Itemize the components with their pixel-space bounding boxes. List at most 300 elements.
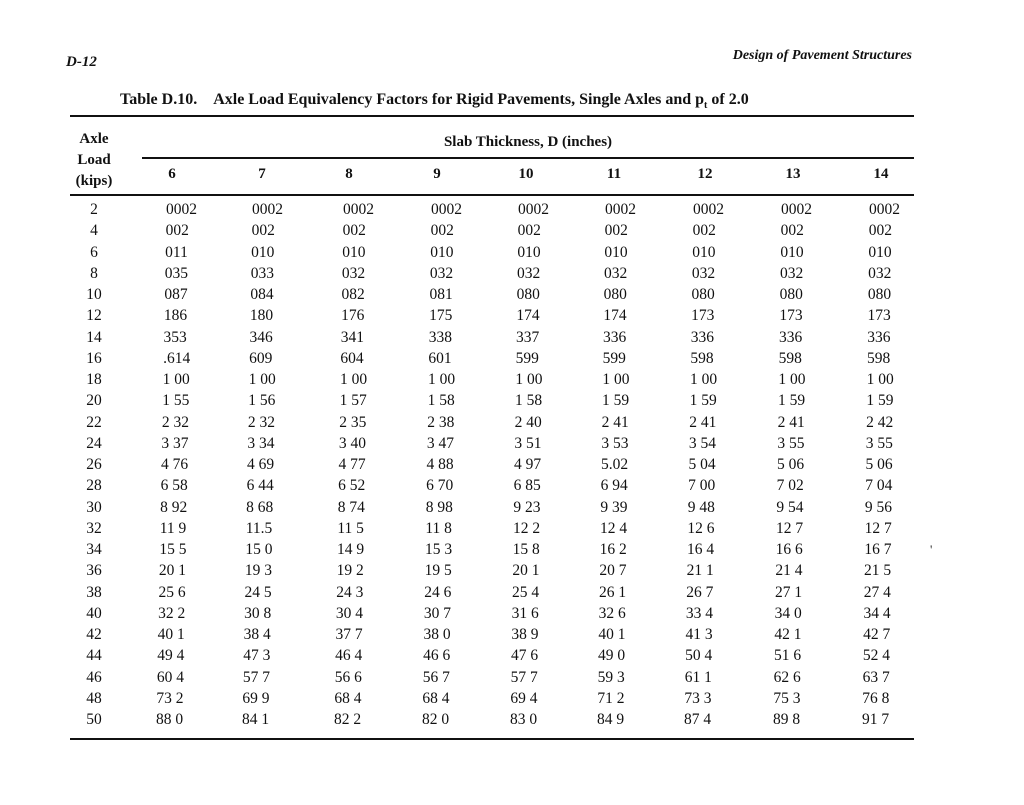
factor-cell: 353 (163, 328, 187, 346)
factor-cell: 173 (867, 307, 891, 325)
axle-load-cell: 10 (86, 286, 102, 303)
table-bottom-rule (70, 738, 914, 740)
factor-cell: 087 (164, 286, 188, 303)
factor-cell: 6 52 (338, 477, 366, 495)
axle-load-cell: 24 (86, 434, 102, 452)
factor-cell: 032 (604, 264, 628, 282)
factor-cell: 51 6 (774, 647, 802, 665)
factor-cell: 1 58 (427, 392, 455, 410)
factor-cell: 4 88 (426, 456, 454, 473)
factor-cell: 89 8 (773, 711, 801, 728)
factor-cell: 6 70 (426, 477, 454, 495)
factor-cell: 002 (342, 222, 366, 240)
factor-cell: 40 1 (157, 626, 185, 643)
factor-cell: 38 4 (243, 626, 271, 643)
factor-cell: 68 4 (334, 689, 362, 707)
factor-cell: 1 00 (428, 371, 456, 388)
table-row (0, 390, 1024, 411)
factor-cell: 63 7 (862, 668, 890, 686)
table-row (0, 348, 1024, 369)
factor-cell: 26 7 (686, 583, 714, 601)
axle-load-cell: 32 (86, 519, 102, 537)
factor-cell: 4 77 (338, 456, 366, 473)
factor-cell: 11.5 (245, 519, 273, 537)
factor-cell: 2 41 (777, 413, 805, 431)
factor-cell: 011 (165, 243, 188, 261)
factor-cell: 1 00 (162, 371, 190, 388)
factor-cell: 16 2 (599, 541, 627, 558)
factor-cell: 1 56 (248, 392, 276, 410)
factor-cell: 7 04 (865, 477, 893, 495)
factor-cell: 52 4 (862, 647, 890, 665)
axle-load-cell: 48 (86, 689, 102, 707)
axle-load-cell: 36 (86, 562, 102, 580)
factor-cell: 34 4 (863, 604, 891, 622)
table-row (0, 305, 1024, 326)
factor-cell: 080 (867, 286, 892, 303)
factor-cell: 21 5 (864, 562, 892, 580)
factor-cell: 3 55 (865, 434, 893, 452)
column-header-10: 10 (518, 166, 534, 182)
factor-cell: 27 4 (863, 583, 891, 601)
factor-cell: 27 1 (775, 583, 803, 601)
factor-cell: 002 (165, 222, 189, 240)
table-row (0, 242, 1024, 263)
factor-cell: 32 6 (598, 604, 626, 622)
factor-cell: 9 39 (600, 498, 628, 516)
column-header-12: 12 (697, 166, 713, 182)
factor-cell: 180 (249, 307, 274, 325)
factor-cell: 69 9 (242, 689, 270, 707)
factor-cell: 19 2 (336, 562, 364, 580)
factor-cell: 25 6 (158, 583, 186, 601)
factor-cell: 68 4 (422, 689, 450, 707)
factor-cell: 0002 (781, 201, 812, 218)
factor-cell: 8 92 (160, 498, 188, 516)
factor-cell: 010 (780, 243, 804, 261)
factor-cell: 599 (515, 349, 539, 367)
factor-cell: 8 68 (246, 498, 274, 516)
factor-cell: 010 (604, 243, 628, 261)
table-caption (120, 91, 749, 111)
factor-cell: 080 (779, 286, 803, 303)
factor-cell: 83 0 (510, 711, 538, 728)
factor-cell: 1 59 (866, 392, 894, 410)
table-number: Table D.10. (120, 91, 198, 108)
factor-cell: 081 (429, 286, 453, 303)
axle-load-cell: 20 (86, 392, 102, 410)
factor-cell: 4 97 (514, 456, 542, 473)
factor-cell: 62 6 (773, 668, 801, 686)
factor-cell: 032 (517, 264, 541, 282)
factor-cell: 2 40 (514, 413, 542, 431)
factor-cell: 8 74 (337, 498, 365, 516)
factor-cell: 75 3 (773, 689, 801, 707)
factor-cell: 035 (164, 264, 188, 282)
factor-cell: 0002 (693, 201, 724, 218)
factor-cell: 41 3 (685, 626, 713, 643)
title-end: of 2.0 (711, 91, 749, 108)
factor-cell: 73 3 (684, 689, 712, 707)
factor-cell: 5.02 (601, 456, 629, 473)
table-row (0, 518, 1024, 539)
table-row (0, 284, 1024, 305)
table-row (0, 603, 1024, 624)
table-row (0, 539, 1024, 560)
table-row (0, 667, 1024, 688)
factor-cell: 9 56 (864, 498, 893, 516)
factor-cell: 5 06 (777, 456, 805, 473)
factor-cell: 3 55 (777, 434, 805, 452)
factor-cell: 84 9 (597, 711, 625, 728)
factor-cell: 2 41 (689, 413, 717, 431)
factor-cell: 11 9 (159, 519, 187, 537)
factor-cell: 3 53 (601, 434, 629, 452)
axle-load-cell: 42 (86, 626, 102, 643)
table-row (0, 369, 1024, 390)
axle-load-cell: 38 (86, 583, 102, 601)
factor-cell: 002 (430, 222, 454, 240)
factor-cell: 084 (250, 286, 274, 303)
factor-cell: 56 6 (334, 668, 362, 686)
factor-cell: 9 23 (513, 498, 541, 516)
factor-cell: 010 (251, 243, 275, 261)
table-row (0, 624, 1024, 645)
factor-cell: 598 (778, 349, 802, 367)
factor-cell: 0002 (343, 201, 374, 218)
table-top-rule (70, 115, 914, 117)
factor-cell: 1 00 (866, 371, 894, 388)
factor-cell: 71 2 (597, 689, 625, 707)
axle-load-cell: 30 (86, 498, 102, 516)
factor-cell: 173 (691, 307, 715, 325)
axle-load-cell: 14 (86, 328, 102, 346)
factor-cell: 16 6 (775, 541, 803, 558)
factor-cell: 4 69 (247, 456, 275, 473)
running-head: Design of Pavement Structures (732, 48, 912, 63)
factor-cell: 19 3 (244, 562, 273, 580)
factor-cell: 59 3 (597, 668, 625, 686)
factor-cell: 82 0 (422, 711, 450, 728)
table-row (0, 582, 1024, 603)
factor-cell: 002 (517, 222, 541, 240)
factor-cell: 002 (692, 222, 716, 240)
factor-cell: 0002 (605, 201, 636, 218)
factor-cell: 20 1 (158, 562, 187, 580)
factor-cell: 3 51 (514, 434, 542, 452)
stray-mark: ' (930, 542, 933, 557)
table-row (0, 454, 1024, 475)
factor-cell: 0002 (252, 201, 283, 218)
factor-cell: 42 1 (774, 626, 802, 643)
factor-cell: 002 (780, 222, 804, 240)
factor-cell: 0002 (869, 201, 900, 218)
factor-cell: 598 (690, 349, 714, 367)
axle-load-cell: 40 (86, 604, 102, 622)
factor-cell: 11 5 (337, 519, 364, 537)
factor-cell: 15 0 (245, 541, 273, 558)
table-row (0, 645, 1024, 666)
factor-cell: 38 0 (423, 626, 451, 643)
factor-cell: 5 04 (688, 456, 716, 473)
factor-cell: 88 0 (156, 711, 184, 728)
factor-cell: 2 41 (601, 413, 629, 431)
factor-cell: 24 3 (336, 583, 364, 601)
header-rule (70, 194, 914, 196)
table-row (0, 412, 1024, 433)
factor-cell: 69 4 (510, 689, 538, 707)
factor-cell: 15 5 (159, 541, 187, 558)
factor-cell: 57 7 (242, 668, 270, 686)
factor-cell: 60 4 (156, 668, 184, 686)
factor-cell: 30 8 (244, 604, 272, 622)
factor-cell: 2 35 (339, 413, 367, 431)
factor-cell: 46 4 (335, 647, 363, 665)
factor-cell: 186 (163, 307, 188, 325)
factor-cell: 002 (604, 222, 628, 240)
table-row (0, 475, 1024, 496)
factor-cell: 1 00 (602, 371, 630, 388)
factor-cell: 1 57 (339, 392, 367, 410)
factor-cell: 14 9 (337, 541, 365, 558)
factor-cell: 3 47 (426, 434, 454, 452)
factor-cell: 341 (340, 328, 364, 346)
table-row (0, 199, 1024, 220)
factor-cell: 2 32 (161, 413, 189, 431)
factor-cell: 24 5 (244, 583, 272, 601)
factor-cell: 080 (691, 286, 715, 303)
factor-cell: 010 (517, 243, 541, 261)
factor-cell: 1 00 (778, 371, 806, 388)
factor-cell: 12 6 (687, 519, 715, 537)
factor-cell: 26 1 (599, 583, 627, 601)
table-row (0, 220, 1024, 241)
factor-cell: 336 (603, 328, 627, 346)
factor-cell: 032 (868, 264, 892, 282)
factor-cell: 30 7 (423, 604, 451, 622)
axle-load-cell: 46 (86, 668, 102, 686)
factor-cell: 1 00 (248, 371, 276, 388)
axle-load-header (70, 129, 118, 192)
factor-cell: 8 98 (425, 498, 453, 516)
axle-header-line: Axle (79, 131, 109, 147)
factor-cell: 010 (692, 243, 716, 261)
factor-cell: 0002 (518, 201, 549, 218)
factor-cell: 174 (603, 307, 627, 325)
factor-cell: 20 1 (512, 562, 540, 580)
factor-cell: 1 00 (340, 371, 368, 388)
factor-cell: 33 4 (685, 604, 713, 622)
factor-cell: 49 0 (598, 647, 626, 665)
factor-cell: 2 38 (427, 413, 455, 431)
factor-cell: 46 6 (423, 647, 451, 665)
factor-cell: 57 7 (510, 668, 538, 686)
factor-cell: 336 (690, 328, 714, 346)
factor-cell: 3 34 (247, 434, 275, 452)
factor-cell: 56 7 (422, 668, 450, 686)
axle-load-cell: 22 (86, 413, 102, 431)
factor-cell: 2 32 (247, 413, 275, 431)
column-header-8: 8 (345, 166, 353, 182)
axle-load-cell: 4 (90, 222, 98, 240)
factor-cell: 032 (691, 264, 716, 282)
factor-cell: 3 54 (688, 434, 716, 452)
factor-cell: 336 (779, 328, 803, 346)
factor-cell: 76 8 (862, 689, 890, 707)
factor-cell: 1 00 (515, 371, 543, 388)
factor-cell: 1 59 (689, 392, 717, 410)
factor-cell: 175 (429, 307, 453, 325)
factor-cell: 20 7 (599, 562, 627, 580)
factor-cell: 49 4 (157, 647, 185, 665)
factor-cell: 337 (516, 328, 540, 346)
slab-thickness-header: Slab Thickness, D (inches) (443, 134, 613, 150)
factor-cell: 12 2 (513, 519, 541, 537)
factor-cell: 7 00 (688, 477, 716, 495)
factor-cell: 1 55 (162, 392, 190, 410)
factor-cell: 42 7 (863, 626, 891, 643)
factor-cell: 73 2 (156, 689, 184, 707)
axle-load-cell: 50 (86, 711, 102, 728)
factor-cell: 176 (341, 307, 365, 325)
factor-cell: 338 (428, 328, 452, 346)
factor-cell: 38 9 (511, 626, 539, 643)
factor-cell: 032 (341, 264, 366, 282)
factor-cell: 6 85 (513, 477, 541, 495)
factor-cell: 12 7 (776, 519, 804, 537)
factor-cell: 1 59 (778, 392, 806, 410)
axle-load-cell: 12 (86, 307, 102, 325)
factor-cell: 3 40 (338, 434, 366, 452)
factor-cell: 4 76 (161, 456, 189, 473)
factor-cell: 002 (251, 222, 275, 240)
factor-cell: .614 (163, 349, 191, 367)
factor-cell: 601 (428, 349, 452, 367)
factor-cell: 87 4 (684, 711, 712, 728)
factor-cell: 34 0 (774, 604, 802, 622)
axle-load-cell: 34 (86, 541, 102, 558)
column-header-6: 6 (168, 166, 176, 182)
table-title: Axle Load Equivalency Factors for Rigid Pavements, Single Axles and (213, 91, 692, 108)
factor-cell: 6 44 (246, 477, 274, 495)
factor-cell: 16 7 (864, 541, 892, 558)
table-row (0, 433, 1024, 454)
factor-cell: 0002 (166, 201, 197, 218)
factor-cell: 47 6 (511, 647, 539, 665)
factor-cell: 9 48 (687, 498, 715, 516)
factor-cell: 080 (516, 286, 540, 303)
factor-cell: 2 42 (866, 413, 894, 431)
factor-cell: 9 54 (776, 498, 804, 516)
factor-cell: 30 4 (335, 604, 363, 622)
table-row (0, 709, 1024, 730)
factor-cell: 1 00 (690, 371, 718, 388)
factor-cell: 24 6 (424, 583, 452, 601)
column-header-13: 13 (785, 166, 801, 182)
factor-cell: 032 (780, 264, 804, 282)
factor-cell: 25 4 (512, 583, 540, 601)
factor-cell: 609 (249, 349, 273, 367)
title-symbol: p (695, 91, 705, 108)
axle-load-cell: 16 (86, 349, 102, 367)
page-id: D-12 (66, 54, 97, 70)
factor-cell: 3 37 (161, 434, 189, 452)
factor-cell: 010 (430, 243, 454, 261)
axle-load-cell: 6 (90, 243, 98, 261)
factor-cell: 82 2 (334, 711, 362, 728)
factor-cell: 032 (429, 264, 454, 282)
factor-cell: 21 4 (775, 562, 803, 580)
factor-cell: 7 02 (776, 477, 804, 495)
factor-cell: 12 4 (600, 519, 628, 537)
factor-cell: 37 7 (335, 626, 363, 643)
table-row (0, 263, 1024, 284)
axle-load-cell: 28 (86, 477, 102, 495)
axle-header-line: (kips) (75, 173, 113, 189)
factor-cell: 1 58 (515, 392, 543, 410)
factor-cell: 604 (340, 349, 364, 367)
axle-load-cell: 18 (86, 371, 102, 388)
group-header-rule (142, 157, 914, 159)
axle-load-cell: 8 (90, 264, 98, 282)
factor-cell: 599 (602, 349, 626, 367)
factor-cell: 50 4 (685, 647, 713, 665)
factor-cell: 40 1 (598, 626, 626, 643)
factor-cell: 21 1 (686, 562, 714, 580)
column-header-14: 14 (873, 166, 889, 182)
column-header-9: 9 (433, 166, 441, 182)
title-subscript: t (704, 100, 708, 112)
factor-cell: 11 8 (425, 519, 452, 537)
factor-cell: 336 (867, 328, 891, 346)
factor-cell: 61 1 (684, 668, 712, 686)
factor-cell: 0002 (431, 201, 462, 218)
factor-cell: 173 (779, 307, 803, 325)
table-row (0, 688, 1024, 709)
table-row (0, 560, 1024, 581)
factor-cell: 84 1 (242, 711, 270, 728)
table-row (0, 327, 1024, 348)
factor-cell: 080 (603, 286, 627, 303)
factor-cell: 6 58 (160, 477, 188, 495)
factor-cell: 32 2 (158, 604, 186, 622)
factor-cell: 5 06 (865, 456, 893, 473)
factor-cell: 174 (516, 307, 540, 325)
factor-cell: 16 4 (687, 541, 715, 558)
factor-cell: 19 5 (424, 562, 452, 580)
column-header-11: 11 (606, 166, 622, 182)
factor-cell: 002 (868, 222, 892, 240)
factor-cell: 1 59 (602, 392, 630, 410)
axle-header-line: Load (77, 152, 111, 168)
factor-cell: 12 7 (864, 519, 892, 537)
factor-cell: 91 7 (862, 711, 890, 728)
factor-cell: 31 6 (511, 604, 539, 622)
factor-cell: 15 8 (512, 541, 540, 558)
table-row (0, 497, 1024, 518)
factor-cell: 15 3 (425, 541, 453, 558)
factor-cell: 6 94 (600, 477, 628, 495)
factor-cell: 033 (250, 264, 274, 282)
factor-cell: 082 (341, 286, 365, 303)
factor-cell: 010 (342, 243, 366, 261)
axle-load-cell: 26 (86, 456, 102, 473)
axle-load-cell: 44 (86, 647, 102, 665)
factor-cell: 010 (868, 243, 892, 261)
factor-cell: 47 3 (243, 647, 271, 665)
factor-cell: 346 (249, 328, 273, 346)
factor-cell: 598 (866, 349, 891, 367)
